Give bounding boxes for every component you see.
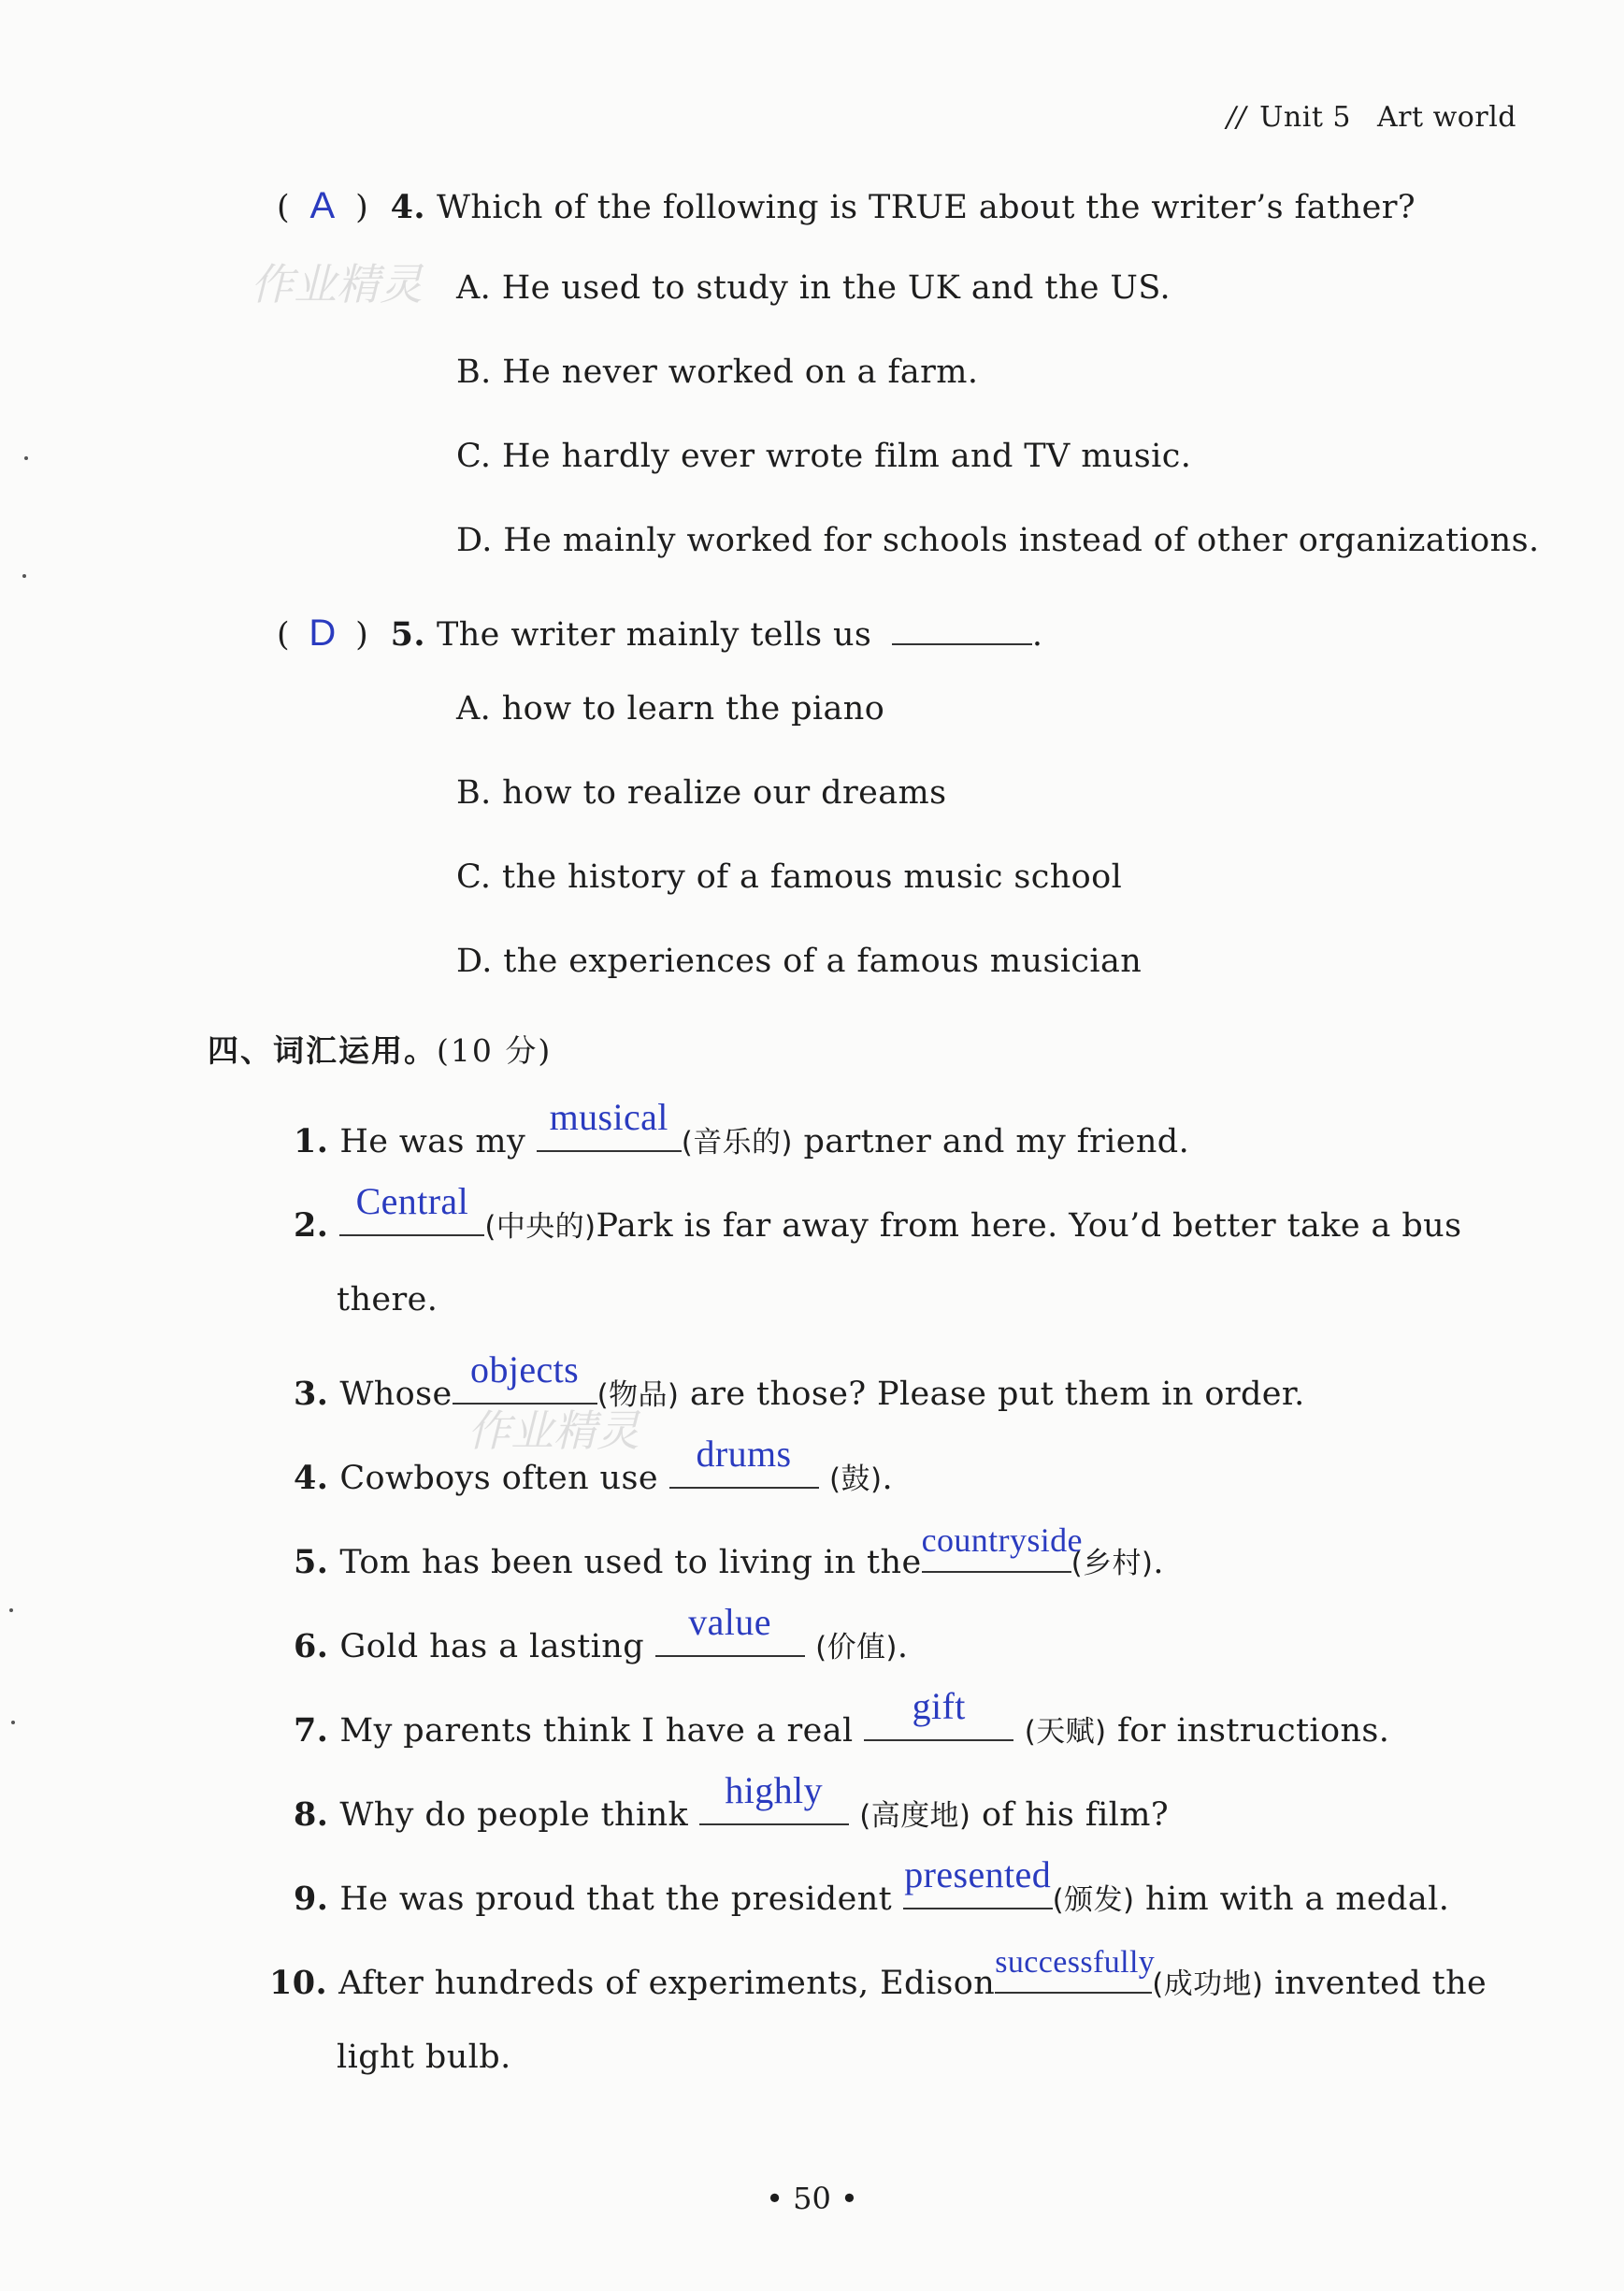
chinese-hint: (鼓) [829, 1462, 883, 1496]
chinese-hint: (天赋) [1024, 1715, 1107, 1749]
scan-dot [22, 574, 26, 578]
chinese-hint: (乡村) [1071, 1547, 1154, 1580]
fill-answer: countryside [921, 1521, 1083, 1559]
question-5: ( D ) 5. The writer mainly tells us . [277, 606, 1042, 655]
chinese-hint: (中央的) [484, 1210, 596, 1244]
fill-answer: successfully [995, 1945, 1156, 1980]
option-b: B. He never worked on a farm. [456, 353, 979, 391]
fill-answer: gift [912, 1685, 966, 1727]
chinese-hint: (价值) [815, 1631, 898, 1664]
chinese-hint: (成功地) [1152, 1967, 1264, 2001]
vocab-item-9: 9. He was proud that the president presented (颁发) him with a medal. [294, 1853, 1450, 1918]
chinese-hint: (高度地) [859, 1799, 971, 1833]
chinese-hint: (物品) [596, 1378, 680, 1412]
fill-blank [655, 1601, 805, 1657]
answer-4: A [309, 185, 336, 226]
vocab-item-3: 3. Whose objects (物品) are those? Please put them in order. [294, 1348, 1305, 1413]
header-title: Art world [1377, 101, 1516, 134]
answer-blank [892, 606, 1032, 645]
vocab-item-10: 10. After hundreds of experiments, Edison successfully (成功地) invented the [269, 1945, 1487, 2002]
scan-dot [11, 1721, 15, 1724]
question-4: ( A ) 4. Which of the following is TRUE about the writer’s father? [277, 185, 1416, 226]
fill-blank [995, 1945, 1156, 1994]
option-c: C. the history of a famous music school [456, 858, 1123, 896]
fill-answer: drums [696, 1433, 792, 1475]
watermark: 作业精灵 [467, 1405, 640, 1456]
header-unit: Unit 5 [1259, 101, 1352, 134]
vocab-item-6: 6. Gold has a lasting value (价值). [294, 1601, 909, 1665]
option-b: B. how to realize our dreams [456, 774, 947, 812]
fill-blank [699, 1769, 849, 1825]
answer-5: D [309, 612, 337, 654]
vocab-item-4: 4. Cowboys often use drums (鼓). [294, 1433, 893, 1497]
running-header [1227, 101, 1516, 134]
fill-blank [864, 1685, 1013, 1741]
chinese-hint: (颁发) [1052, 1883, 1135, 1917]
fill-blank [537, 1096, 682, 1152]
question-number: 4. [390, 188, 425, 226]
question-text: The writer mainly tells us [437, 616, 872, 654]
watermark: 作业精灵 [251, 259, 423, 310]
vocab-item-8: 8. Why do people think highly (高度地) of his film? [294, 1769, 1170, 1834]
vocab-item-2: 2. Central (中央的)Park is far away from here. You’d better take a bus [294, 1180, 1462, 1245]
vocab-item-10-continued: light bulb. [337, 2039, 511, 2076]
fill-blank [669, 1433, 819, 1489]
vocab-item-2-continued: there. [337, 1281, 438, 1318]
fill-blank [921, 1521, 1083, 1573]
question-text: Which of the following is TRUE about the writer’s father? [437, 189, 1416, 226]
section-score: (10 分) [437, 1032, 553, 1069]
section-title: 四、词汇运用。(10 分) [208, 1032, 553, 1069]
option-a: A. how to learn the piano [456, 690, 885, 728]
fill-blank [339, 1180, 484, 1236]
fill-blank [453, 1348, 597, 1405]
fill-answer: highly [725, 1769, 823, 1811]
fill-answer: presented [904, 1853, 1052, 1895]
scan-dot [9, 1608, 13, 1612]
vocab-item-7: 7. My parents think I have a real gift (天赋) for instructions. [294, 1685, 1390, 1750]
option-c: C. He hardly ever wrote film and TV music. [456, 438, 1192, 475]
fill-answer: musical [549, 1096, 668, 1138]
vocab-item-5: 5. Tom has been used to living in the countryside (乡村). [294, 1521, 1164, 1581]
option-a: A. He used to study in the UK and the US. [456, 269, 1171, 307]
page-number: • 50 • [766, 2181, 858, 2216]
fill-answer: value [688, 1601, 771, 1643]
fill-blank [903, 1853, 1053, 1909]
option-d: D. the experiences of a famous musician [456, 943, 1143, 980]
chinese-hint: (音乐的) [681, 1126, 793, 1160]
question-number: 5. [390, 615, 425, 654]
fill-answer: Central [355, 1180, 469, 1222]
header-slashes: // [1226, 101, 1247, 134]
vocab-item-1: 1. He was my musical (音乐的) partner and my friend. [294, 1096, 1190, 1160]
option-d: D. He mainly worked for schools instead of other organizations. [456, 522, 1540, 559]
fill-answer: objects [470, 1348, 580, 1390]
scan-dot [24, 456, 28, 460]
